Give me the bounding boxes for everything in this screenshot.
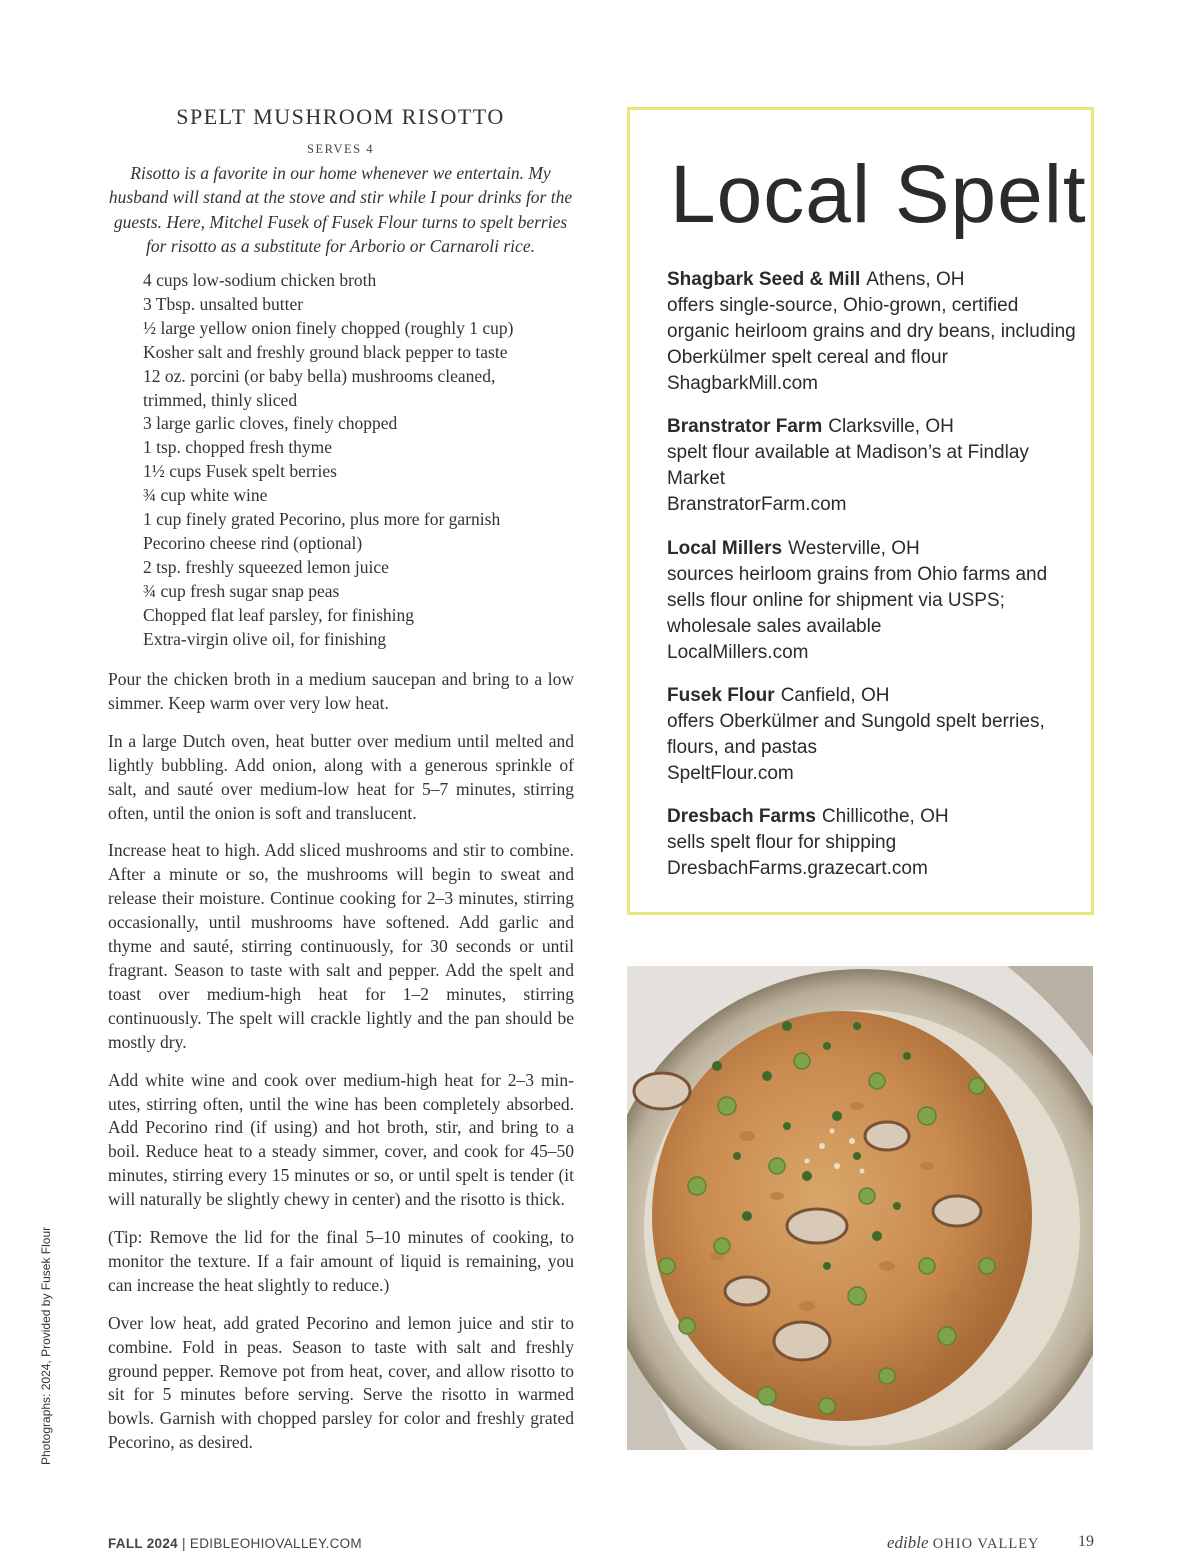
- page-number: 19: [1078, 1533, 1094, 1550]
- ingredient-item: trimmed, thinly sliced: [143, 389, 298, 410]
- source-website[interactable]: SpeltFlour.com: [667, 762, 794, 784]
- recipe-step: (Tip: Remove the lid for the final 5–10 minutes of cooking, to monitor the texture. If a fair amount of liquid is remaining, you can increase the heat slightly to reduce.): [108, 1227, 574, 1295]
- source-entry: [667, 414, 1077, 518]
- ingredient-item: Extra-virgin olive oil, for finishing: [143, 628, 387, 649]
- source-location: Westerville, OH: [788, 538, 920, 559]
- ingredients-list: [143, 269, 583, 652]
- recipe-step: Add white wine and cook over medium-high heat for 2–3 minutes, stirring often, until the wine has been completely absorbed. Add Pecorino rind (if using) and hot broth, stir, and bring to a boil. Reduce heat to a steady simmer, cover, and cook for 45–50 minutes, stirring every 15 minutes or so, or until spelt is tender (it will naturally be slightly chewy in center) and the risotto is thick.: [108, 1069, 574, 1210]
- source-location: Canfield, OH: [780, 685, 890, 706]
- source-website[interactable]: BranstratorFarm.com: [667, 493, 847, 515]
- footer-issue-date: FALL 2024: [108, 1536, 178, 1551]
- footer-masthead: [887, 1533, 1040, 1553]
- footer-separator: |: [182, 1536, 186, 1551]
- ingredient-item: Kosher salt and freshly ground black pepper to taste: [143, 341, 508, 362]
- footer-issue: [108, 1536, 362, 1551]
- source-name: Dresbach Farms: [667, 806, 816, 827]
- ingredient-item: 4 cups low-sodium chicken broth: [143, 270, 377, 290]
- footer-brand: edible: [887, 1533, 929, 1552]
- recipe-step: Over low heat, add grated Pecorino and lemon juice and stir to combine. Fold in peas. Season to taste with salt and freshly ground pepper. Remove pot from heat, cover, and allow risotto to sit for 5 minutes before serving. Serve the risotto in warmed bowls. Garnish with chopped parsley for color and freshly grated Pecorino, as desired.: [108, 1312, 574, 1453]
- sidebar-title: Local Spelt: [670, 149, 1087, 240]
- source-name: Fusek Flour: [667, 685, 775, 706]
- ingredient-item: 3 Tbsp. unsalted butter: [143, 293, 304, 314]
- source-name: Branstrator Farm: [667, 416, 823, 437]
- ingredient-item: 2 tsp. freshly squeezed lemon juice: [143, 556, 389, 577]
- ingredient-item: 1½ cups Fusek spelt berries: [143, 461, 337, 482]
- recipe-step: In a large Dutch oven, heat butter over medium until melted and lightly bubbling. Add onion, along with a generous sprinkle of salt, and sauté over medium-low heat for 5–7 minutes, stirring often, until the onion is soft and translucent.: [108, 730, 574, 823]
- recipe-steps: [108, 668, 574, 1469]
- recipe-title: SPELT MUSHROOM RISOTTO: [176, 104, 505, 129]
- recipe-step: Increase heat to high. Add sliced mushrooms and stir to combine. After a minute or so, the mushrooms will begin to sweat and release their moisture. Continue cooking for 2–3 minutes, stirring occasionally, until mushrooms have softened. Add garlic and thyme and sauté, stirring continuously, for 30 seconds or until fragrant. Season to taste with salt and pepper. Add the spelt and toast over medium-high heat for 1–2 minutes, stirring continuously. The spelt will crackle lightly and the pan should be mostly dry.: [108, 840, 574, 1052]
- recipe-step: Pour the chicken broth in a medium saucepan and bring to a low simmer. Keep warm over very low heat.: [108, 669, 574, 713]
- source-name: Local Millers: [667, 538, 783, 559]
- source-description: offers Oberkülmer and Sungold spelt berries, flours, and pastas: [667, 710, 1045, 758]
- source-entry: [667, 804, 1077, 882]
- ingredient-item: ½ large yellow onion finely chopped (roughly 1 cup): [143, 317, 514, 338]
- recipe-intro: Risotto is a favorite in our home whenever we entertain. My husband will stand at the stove and stir while I pour drinks for the guests. Here, Mitchel Fusek of Fusek Flour turns to spelt berries for risotto as a substitute for Arborio or Carnaroli rice.: [108, 163, 573, 257]
- footer-region: OHIO VALLEY: [932, 1536, 1040, 1552]
- ingredient-item: 12 oz. porcini (or baby bella) mushrooms cleaned,: [143, 365, 496, 386]
- footer-website[interactable]: EDIBLEOHIOVALLEY.COM: [189, 1536, 362, 1551]
- source-location: Chillicothe, OH: [821, 806, 949, 827]
- source-entry: [667, 683, 1077, 787]
- source-description: spelt flour available at Madison’s at Findlay Market: [667, 441, 1029, 489]
- ingredient-item: 1 tsp. chopped fresh thyme: [143, 437, 333, 458]
- source-website[interactable]: DresbachFarms.grazecart.com: [667, 857, 928, 879]
- source-entry: [667, 267, 1077, 397]
- local-spelt-sidebar: [627, 107, 1094, 915]
- source-website[interactable]: ShagbarkMill.com: [667, 372, 818, 394]
- source-location: Clarksville, OH: [828, 416, 954, 437]
- source-entry: [667, 536, 1077, 666]
- source-location: Athens, OH: [866, 269, 965, 290]
- ingredient-item: Pecorino cheese rind (optional): [143, 532, 363, 553]
- source-description: sells spelt flour for shipping: [667, 831, 897, 853]
- serves-label: SERVES 4: [307, 142, 374, 156]
- source-name: Shagbark Seed & Mill: [667, 269, 861, 290]
- source-website[interactable]: LocalMillers.com: [667, 641, 809, 663]
- ingredient-item: Chopped flat leaf parsley, for finishing: [143, 604, 415, 625]
- ingredient-item: 3 large garlic cloves, finely chopped: [143, 413, 398, 434]
- source-description: offers single-source, Ohio-grown, certified organic heirloom grains and dry beans, including Oberkülmer spelt cereal and flour: [667, 294, 1076, 368]
- ingredient-item: 1 cup finely grated Pecorino, plus more for garnish: [143, 509, 501, 530]
- risotto-bowl-illustration: [627, 966, 1093, 1450]
- ingredient-item: ¾ cup white wine: [143, 485, 268, 506]
- photo-credit: Photographs: 2024, Provided by Fusek Flour: [39, 1226, 53, 1465]
- source-description: sources heirloom grains from Ohio farms and sells flour online for shipment via USPS; wholesale sales available: [667, 563, 1048, 637]
- risotto-photo: [627, 966, 1093, 1450]
- ingredient-item: ¾ cup fresh sugar snap peas: [143, 580, 340, 601]
